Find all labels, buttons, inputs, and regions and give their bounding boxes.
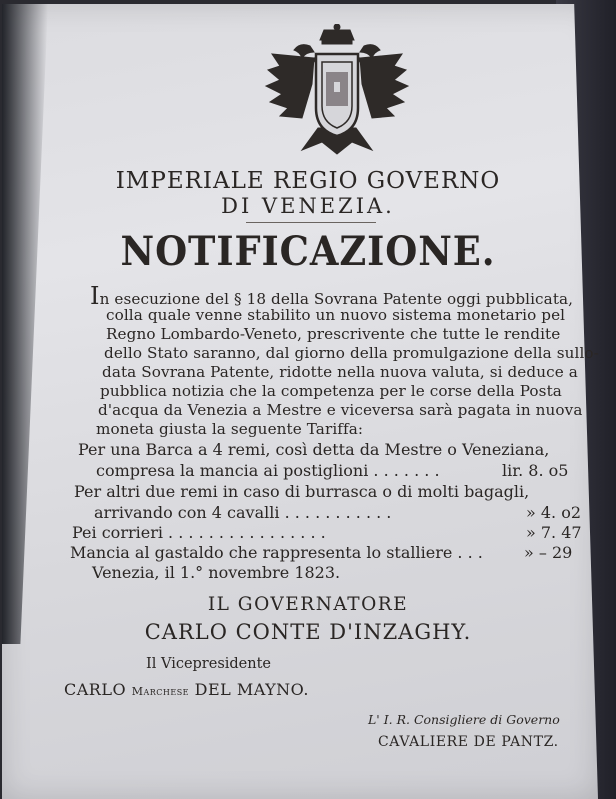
governor-name: CARLO CONTE D'INZAGHY. — [144, 620, 472, 644]
tariff-line: arrivando con 4 cavalli . . . . . . . . . . . — [94, 503, 392, 522]
tariff-line: Per una Barca a 4 remi, così detta da Mestre o Veneziana, — [78, 440, 550, 459]
issuer-line-2: DI VENEZIA. — [221, 194, 395, 218]
tariff-price: » 7. 47 — [526, 523, 582, 542]
date-line: Venezia, il 1.° novembre 1823. — [92, 563, 341, 582]
vice-president-title: Il Vicepresidente — [146, 656, 272, 672]
issuer-line-1: IMPERIALE REGIO GOVERNO — [115, 168, 501, 194]
body-line: In esecuzione del § 18 della Sovrana Patente oggi pubblicata, — [90, 282, 574, 310]
sheet-shadow — [2, 4, 48, 644]
body-line: moneta giusta la seguente Tariffa: — [96, 420, 364, 438]
tariff-price: lir. 8. o5 — [502, 461, 569, 480]
counselor-title: L' I. R. Consigliere di Governo — [368, 712, 560, 727]
document-title: NOTIFICAZIONE. — [120, 228, 496, 275]
tariff-price: » 4. o2 — [526, 503, 582, 522]
body-line: colla quale venne stabilito un nuovo sistema monetario pel — [106, 306, 566, 324]
body-line: Regno Lombardo-Veneto, prescrivente che tutte le rendite — [106, 325, 561, 343]
tariff-line: Per altri due remi in caso di burrasca o di molti bagagli, — [74, 482, 530, 501]
body-line: data Sovrana Patente, ridotte nella nuova valuta, si deduce a — [102, 363, 578, 381]
body-line: dello Stato saranno, dal giorno della promulgazione della sullo- — [104, 344, 599, 362]
imperial-eagle-crest-icon — [262, 24, 412, 156]
drop-cap: I — [90, 282, 100, 310]
tariff-price: » – 29 — [524, 543, 573, 562]
vice-president-name: CARLO Marchese DEL MAYNO. — [64, 680, 309, 699]
body-line: pubblica notizia che la competenza per le corse della Posta — [100, 382, 562, 400]
title-divider — [246, 222, 376, 223]
body-line: d'acqua da Venezia a Mestre e viceversa sarà pagata in nuova — [98, 401, 583, 419]
counselor-name: CAVALIERE DE PANTZ. — [378, 734, 559, 750]
governor-office: IL GOVERNATORE — [207, 594, 409, 615]
tariff-line: Pei corrieri . . . . . . . . . . . . . . . . — [72, 523, 326, 542]
tariff-line: Mancia al gastaldo che rappresenta lo stalliere . . . — [70, 543, 483, 562]
tariff-line: compresa la mancia ai postiglioni . . . . . . . — [96, 461, 440, 480]
